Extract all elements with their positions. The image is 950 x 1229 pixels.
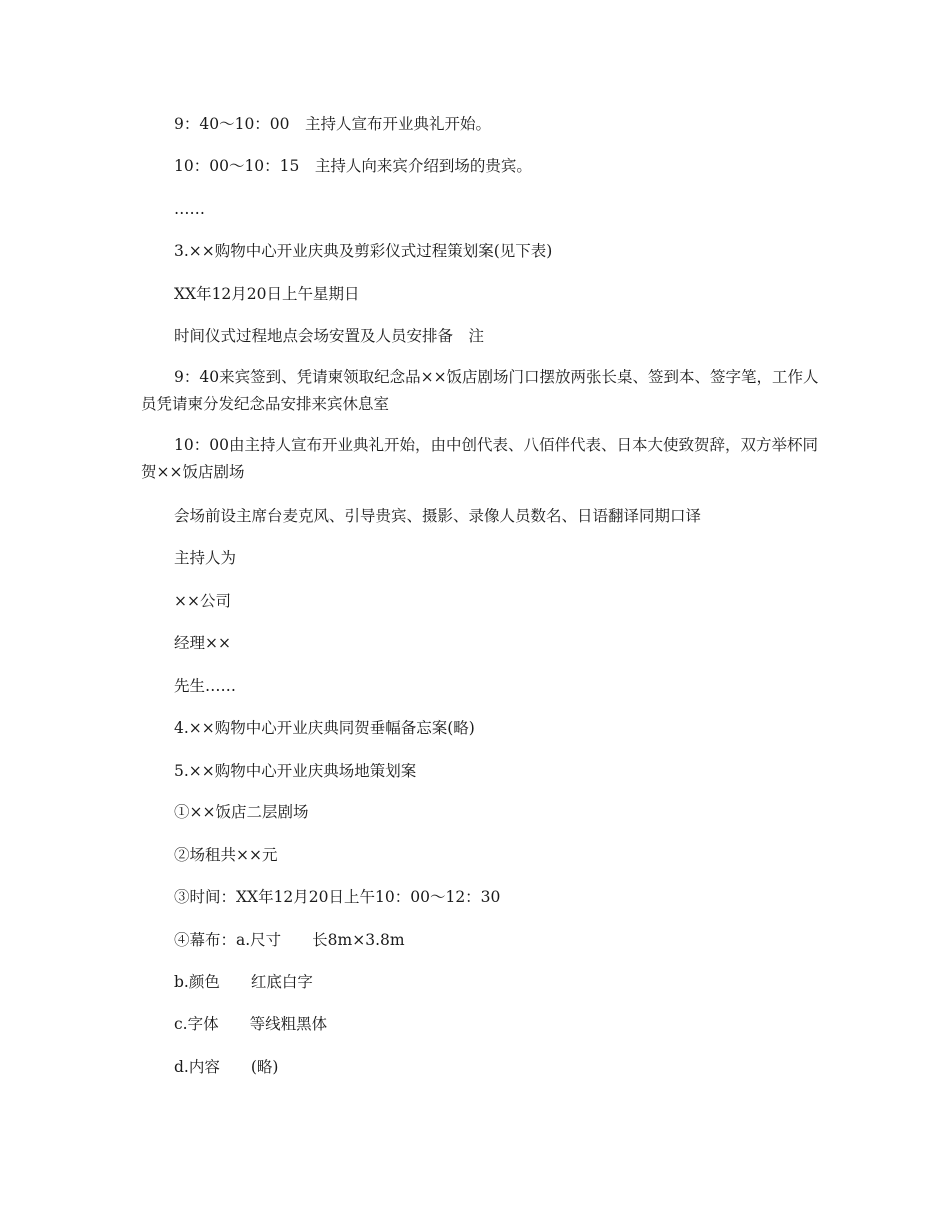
date-line: XX年12月20日上午星期日 [174, 285, 360, 303]
section-heading-4: 4.××购物中心开业庆典同贺垂幅备忘案(略) [174, 719, 475, 737]
venue-item-2: ②场租共××元 [174, 846, 278, 864]
ceremony-paragraph: 10：00由主持人宣布开业典礼开始，由中创代表、八佰伴代表、日本大使致贺辞，双方举杯同贺××饭店剧场 [141, 436, 818, 481]
section-heading-5: 5.××购物中心开业庆典场地策划案 [174, 762, 417, 780]
banner-font-line: c.字体 等线粗黑体 [174, 1015, 328, 1033]
host-line-2: ××公司 [174, 592, 231, 610]
venue-item-3: ③时间：XX年12月20日上午10：00～12：30 [174, 888, 501, 906]
table-header-line: 时间仪式过程地点会场安置及人员安排备 注 [174, 327, 485, 345]
schedule-line-opening: 9：40～10：00 主持人宣布开业典礼开始。 [174, 115, 492, 133]
banner-content-line: d.内容 (略) [174, 1058, 279, 1076]
host-line-1: 主持人为 [174, 549, 237, 567]
host-line-3: 经理×× [174, 634, 231, 652]
venue-item-1: ①××饭店二层剧场 [174, 803, 309, 821]
section-heading-3: 3.××购物中心开业庆典及剪彩仪式过程策划案(见下表) [174, 242, 553, 260]
ellipsis-line: …… [174, 200, 205, 218]
schedule-line-introduction: 10：00～10：15 主持人向来宾介绍到场的贵宾。 [174, 157, 532, 175]
host-line-4: 先生…… [174, 677, 237, 695]
venue-setup-line: 会场前设主席台麦克风、引导贵宾、摄影、录像人员数名、日语翻译同期口译 [174, 507, 702, 525]
banner-color-line: b.颜色 红底白字 [174, 973, 313, 991]
venue-item-4: ④幕布：a.尺寸 长8m×3.8m [174, 931, 405, 949]
signin-paragraph: 9：40来宾签到、凭请柬领取纪念品××饭店剧场门口摆放两张长桌、签到本、签字笔，工作人员凭请柬分发纪念品安排来宾休息室 [141, 368, 819, 413]
